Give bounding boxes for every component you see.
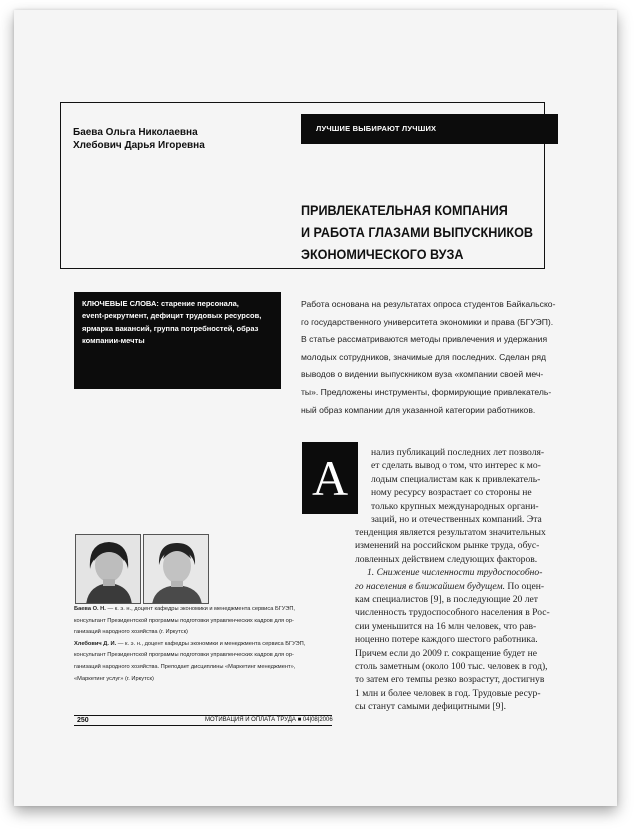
rubric-banner: ЛУЧШИЕ ВЫБИРАЮТ ЛУЧШИХ [301, 114, 558, 144]
bio-text: — к. э. н., доцент кафедры экономики и менеджмента сервиса БГУЭП, [116, 640, 306, 647]
body-line: сии уменьшится на 16 млн человек, что рав- [355, 620, 537, 632]
title-line-3: ЭКОНОМИЧЕСКОГО ВУЗА [301, 246, 464, 262]
body-line: только крупных международных органи- [371, 500, 539, 512]
body-line: численность трудоспособного населения в Рос- [355, 607, 550, 619]
journal-name: МОТИВАЦИЯ И ОПЛАТА ТРУДА ■ 04|08|2006 [205, 717, 333, 723]
abstract-line: Работа основана на результатах опроса студентов Байкальско- [301, 299, 556, 309]
body-line: изменений на российском рынке труда, обус- [355, 540, 540, 552]
bio-line: консультант Президентской программы подготовки управленческих кадров для ор- [74, 617, 294, 624]
author-names [73, 126, 205, 152]
point-1-heading: 1. Снижение численности трудоспособно- [367, 567, 543, 579]
keywords-line: КЛЮЧЕВЫЕ СЛОВА: старение персонала, [82, 299, 239, 308]
body-line: столь заметным (около 100 тыс. человек в год), [355, 661, 548, 673]
bio-line: «Маркетинг услуг» (г. Иркутск) [74, 675, 154, 682]
body-line: ному ресурсу возрастает со стороны не [371, 487, 532, 499]
bio-line: ганизаций народного хозяйства. Преподает дисциплины «Маркетинг менеджмент», [74, 663, 296, 670]
author-photo-2 [143, 534, 209, 604]
bio-line [74, 604, 305, 616]
keywords-line: ярмарка вакансий, группа потребностей, образ [82, 323, 259, 333]
point-1-heading-cont: го населения в ближайшем будущем. [355, 580, 505, 592]
body-line: ет сделать вывод о том, что интерес к мо- [371, 460, 541, 472]
article-title [301, 199, 533, 265]
bio-author-1-name: Баева О. Н. [74, 606, 106, 612]
body-line [355, 580, 550, 593]
author-photo-1 [75, 534, 141, 604]
author-name-2: Хлебович Дарья Игоревна [73, 140, 205, 151]
drop-cap: А [302, 442, 358, 514]
body-line: тенденция является результатом значительных [355, 527, 546, 538]
title-line-1: ПРИВЛЕКАТЕЛЬНАЯ КОМПАНИЯ [301, 202, 508, 218]
body-line: ловленных действием следующих факторов. [355, 553, 538, 565]
abstract [301, 296, 555, 419]
keywords-line: компании-мечты [82, 335, 145, 345]
abstract-line: ный образ компании для указанной категории работников. [301, 404, 536, 415]
body-line [355, 566, 550, 579]
author-bios [74, 604, 305, 685]
abstract-line: молодых сотрудников, значимые для последних. Сделан ряд [301, 351, 547, 362]
abstract-line: выводов о видении выпускником вуза «компании своей меч- [301, 369, 544, 380]
body-line: ноценно потере каждого шестого работника. [355, 634, 538, 646]
bio-line: ганизаций народного хозяйства (г. Иркутск) [74, 629, 188, 636]
abstract-line: В статье рассматриваются методы привлечения и удержания [301, 334, 548, 345]
body-text-wrapped [371, 446, 544, 526]
footer-rule-bottom [74, 725, 332, 726]
body-line: 1 млн и более человек в год. Трудовые ресур- [355, 687, 541, 699]
body-line: нализ публикаций последних лет позволя- [371, 447, 545, 458]
bio-line [74, 639, 305, 651]
bio-line: консультант Президентской программы подготовки управленческих кадров для ор- [74, 652, 294, 659]
keywords-box [74, 292, 281, 389]
body-line: Причем если до 2009 г. сокращение будет не [355, 647, 537, 659]
body-line: лодым специалистам как к привлекатель- [371, 473, 541, 485]
body-line: кам специалистов [9], в последующие 20 лет [355, 594, 538, 606]
page-number: 250 [77, 717, 89, 724]
title-line-2: И РАБОТА ГЛАЗАМИ ВЫПУСКНИКОВ [301, 224, 534, 240]
abstract-line: ты». Предложены инструменты, формирующие привлекатель- [301, 386, 552, 397]
abstract-line: го государственного университета экономики и права (БГУЭП). [301, 316, 554, 327]
body-line: заций, но и отечественных компаний. Эта [371, 514, 542, 526]
bio-text: — к. э. н., доцент кафедры экономики и менеджмента сервиса БГУЭП, [105, 606, 296, 612]
author-name-1: Баева Ольга Николаевна [73, 127, 198, 138]
body-line: то затем его темпы резко возрастут, достигнув [355, 674, 545, 686]
body-text-main [355, 526, 550, 714]
body-line: сы станут самыми дефицитными [9]. [355, 701, 507, 713]
keywords-line: event-рекрутмент, дефицит трудовых ресурсов, [82, 311, 262, 321]
bio-author-2-name: Хлебович Д. И. [74, 640, 117, 647]
point-1-text-start: По оцен- [507, 580, 545, 592]
